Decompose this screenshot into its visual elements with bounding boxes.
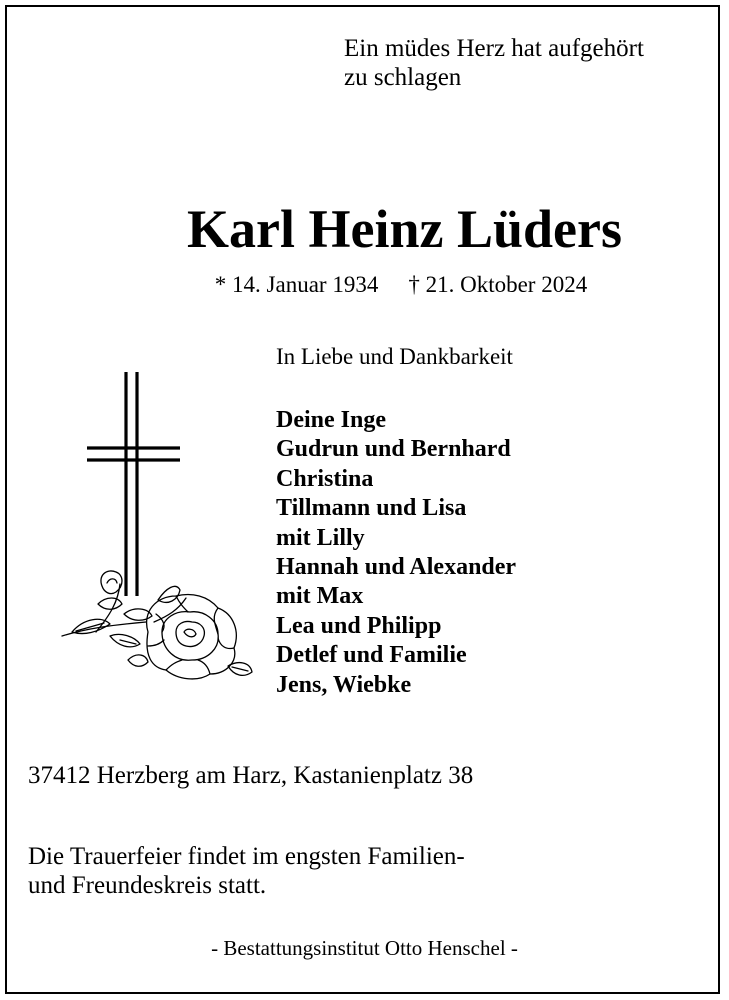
funeral-notice-line-2: und Freundeskreis statt. [28, 872, 267, 899]
mourner-entry: Gudrun und Bernhard [276, 436, 511, 463]
mourner-entry: Tillmann und Lisa [276, 495, 467, 522]
mourner-entry: Detlef und Familie [276, 642, 467, 669]
birth-date: * 14. Januar 1934 [214, 272, 379, 297]
undertaker: - Bestattungsinstitut Otto Henschel - [211, 936, 518, 960]
motto [344, 34, 714, 92]
mourners-list [276, 406, 516, 700]
mourner-entry: Hannah und Alexander [276, 554, 517, 581]
mourner-entry: Jens, Wiebke [276, 671, 412, 698]
mourner-entry: Christina [276, 465, 374, 492]
funeral-notice [28, 842, 465, 900]
deceased-name: Karl Heinz Lüders [187, 199, 622, 259]
funeral-notice-line-1: Die Trauerfeier findet im engsten Familien- [28, 843, 465, 870]
mourner-entry: mit Max [276, 583, 364, 610]
dedication: In Liebe und Dankbarkeit [276, 344, 513, 369]
death-date: † 21. Oktober 2024 [408, 272, 588, 297]
motto-line-1: Ein müdes Herz hat aufgehört [344, 35, 644, 62]
mourner-entry: Lea und Philipp [276, 612, 442, 639]
address: 37412 Herzberg am Harz, Kastanienplatz 38 [28, 762, 474, 789]
life-dates [0, 270, 729, 300]
motto-line-2: zu schlagen [344, 64, 462, 91]
cross-with-rose-icon [58, 370, 253, 685]
mourner-entry: Deine Inge [276, 407, 386, 433]
mourner-entry: mit Lilly [276, 524, 365, 551]
